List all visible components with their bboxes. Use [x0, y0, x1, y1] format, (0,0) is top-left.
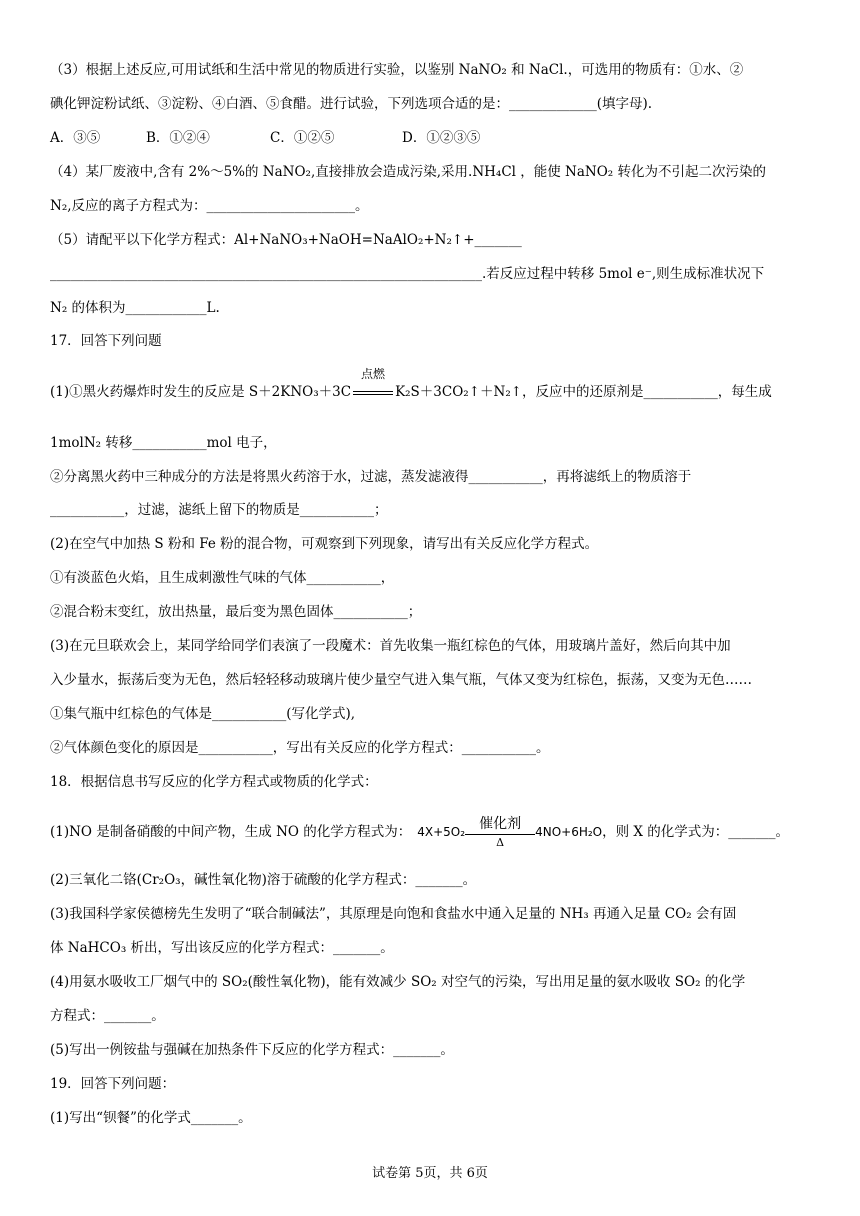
- q16-4-line2: [50, 196, 826, 216]
- heat-symbol: Δ: [496, 836, 505, 849]
- q16-4-line1: [50, 162, 826, 182]
- q17-2-line1: [50, 534, 826, 554]
- text-line: 碘化钾淀粉试纸、③淀粉、④白酒、⑤食醋。进行试验，下列选项合适的是：_____________(填字母).: [50, 96, 653, 112]
- equation-products: K₂S＋3CO₂↑＋N₂↑，反应中的还原剂是___________，每生成: [395, 384, 772, 400]
- q18-2: [50, 870, 826, 890]
- question-text-end: ，则 X 的化学式为：_______。: [602, 824, 790, 840]
- question-heading: 17．回答下列问题: [50, 333, 162, 349]
- q19-1: [50, 1108, 826, 1128]
- option-d: D．①②③⑤: [402, 130, 481, 146]
- q17-3-line2: [50, 670, 826, 690]
- q17-3-line1: [50, 636, 826, 656]
- text-line: （3）根据上述反应,可用试纸和生活中常见的物质进行实验，以鉴别 NaNO₂ 和 NaCl.，可选用的物质有：①水、②: [50, 62, 744, 78]
- q18-heading: [50, 772, 826, 792]
- catalyst-label: 催化剂: [479, 816, 522, 832]
- text-line: ①集气瓶中红棕色的气体是___________(写化学式),: [50, 706, 356, 722]
- q18-3-line2: [50, 938, 826, 958]
- text-line: N₂ 的体积为____________L.: [50, 300, 220, 316]
- text-line: （4）某厂废液中,含有 2%～5%的 NaNO₂,直接排放会造成污染,采用.NH₄Cl ，能使 NaNO₂ 转化为不引起二次污染的: [50, 164, 766, 180]
- text-line: ②混合粉末变红，放出热量，最后变为黑色固体___________；: [50, 604, 422, 620]
- q16-5-line2: [50, 264, 826, 284]
- q17-2-line2: [50, 568, 826, 588]
- text-line: （5）请配平以下化学方程式：Al+NaNO₃+NaOH=NaAlO₂+N₂↑+_______: [50, 232, 522, 248]
- text-line: (3)在元旦联欢会上，某同学给同学们表演了一段魔术：首先收集一瓶红棕色的气体，用玻璃片盖好，然后向其中加: [50, 638, 731, 654]
- question-text: (1)NO 是制备硝酸的中间产物，生成 NO 的化学方程式为：: [50, 824, 412, 840]
- text-line: (1)写出“钡餐”的化学式_______。: [50, 1110, 252, 1126]
- text-line: ①有淡蓝色火焰，且生成刺激性气味的气体___________，: [50, 570, 395, 586]
- option-b: B．①②④: [146, 130, 210, 146]
- text-line: (3)我国科学家侯德榜先生发明了“联合制碱法”，其原理是向饱和食盐水中通入足量的 NH₃ 再通入足量 CO₂ 会有固: [50, 906, 737, 922]
- text-line: N₂,反应的离子方程式为：______________________。: [50, 198, 369, 214]
- q17-1-line3: [50, 467, 826, 487]
- question-heading: 19．回答下列问题：: [50, 1076, 176, 1092]
- q17-3-line4: [50, 738, 826, 758]
- option-a: A．③⑤: [50, 130, 101, 146]
- text-line: (4)用氨水吸收工厂烟气中的 SO₂(酸性氧化物)，能有效减少 SO₂ 对空气的污染，写出用足量的氨水吸收 SO₂ 的化学: [50, 974, 746, 990]
- q16-3-options: [50, 128, 826, 148]
- catalyst-arrow: [465, 816, 535, 849]
- text-line: ________________________________________________________________.若反应过程中转移 5mol e⁻,则生成标准状况下: [50, 266, 765, 282]
- q17-1-line4: [50, 500, 826, 520]
- q17-heading: [50, 331, 826, 351]
- page-footer: 试卷第 5页，共 6页: [372, 1166, 488, 1181]
- text-line: 1molN₂ 转移___________mol 电子，: [50, 435, 277, 451]
- q18-5: [50, 1040, 826, 1060]
- double-line: [353, 391, 393, 395]
- reaction-condition: 点燃: [361, 367, 386, 381]
- q17-2-line3: [50, 602, 826, 622]
- question-heading: 18．根据信息书写反应的化学方程式或物质的化学式：: [50, 774, 378, 790]
- q18-3-line1: [50, 904, 826, 924]
- q17-1-line2: [50, 433, 826, 453]
- q17-1-equation-line: [50, 367, 826, 402]
- text-line: 方程式：_______。: [50, 1008, 165, 1024]
- q17-3-line3: [50, 704, 826, 724]
- equation-left: 4X+5O₂: [417, 825, 466, 839]
- text-line: ②分离黑火药中三种成分的方法是将黑火药溶于水，过滤，蒸发滤液得___________，再将滤纸上的物质溶于: [50, 469, 692, 485]
- text-line: (2)在空气中加热 S 粉和 Fe 粉的混合物，可观察到下列现象，请写出有关反应化学方程式。: [50, 536, 599, 552]
- q18-1-equation-line: [50, 816, 826, 849]
- reaction-line: [465, 834, 535, 835]
- q16-5-line3: [50, 298, 826, 318]
- equation-reactants: (1)①黑火药爆炸时发生的反应是 S＋2KNO₃＋3C: [50, 384, 352, 400]
- text-line: ②气体颜色变化的原因是___________，写出有关反应的化学方程式：___________。: [50, 740, 550, 756]
- q16-3-line1: [50, 60, 826, 80]
- text-line: ___________，过滤，滤纸上留下的物质是___________；: [50, 502, 388, 518]
- text-line: (5)写出一例铵盐与强碱在加热条件下反应的化学方程式：_______。: [50, 1042, 454, 1058]
- q16-5-line1: [50, 230, 826, 250]
- q19-heading: [50, 1074, 826, 1094]
- q16-3-line2: [50, 94, 826, 114]
- ignition-arrow: [351, 367, 395, 402]
- option-c: C．①②⑤: [270, 130, 335, 146]
- text-line: 体 NaHCO₃ 析出，写出该反应的化学方程式：_______。: [50, 940, 394, 956]
- equation-right: 4NO+6H₂O: [535, 825, 603, 839]
- text-line: 入少量水，振荡后变为无色，然后轻轻移动玻璃片使少量空气进入集气瓶，气体又变为红棕色，振荡，又变为无色……: [50, 672, 752, 688]
- q18-4-line1: [50, 972, 826, 992]
- text-line: (2)三氧化二铬(Cr₂O₃，碱性氧化物)溶于硫酸的化学方程式：_______。: [50, 872, 477, 888]
- q18-4-line2: [50, 1006, 826, 1026]
